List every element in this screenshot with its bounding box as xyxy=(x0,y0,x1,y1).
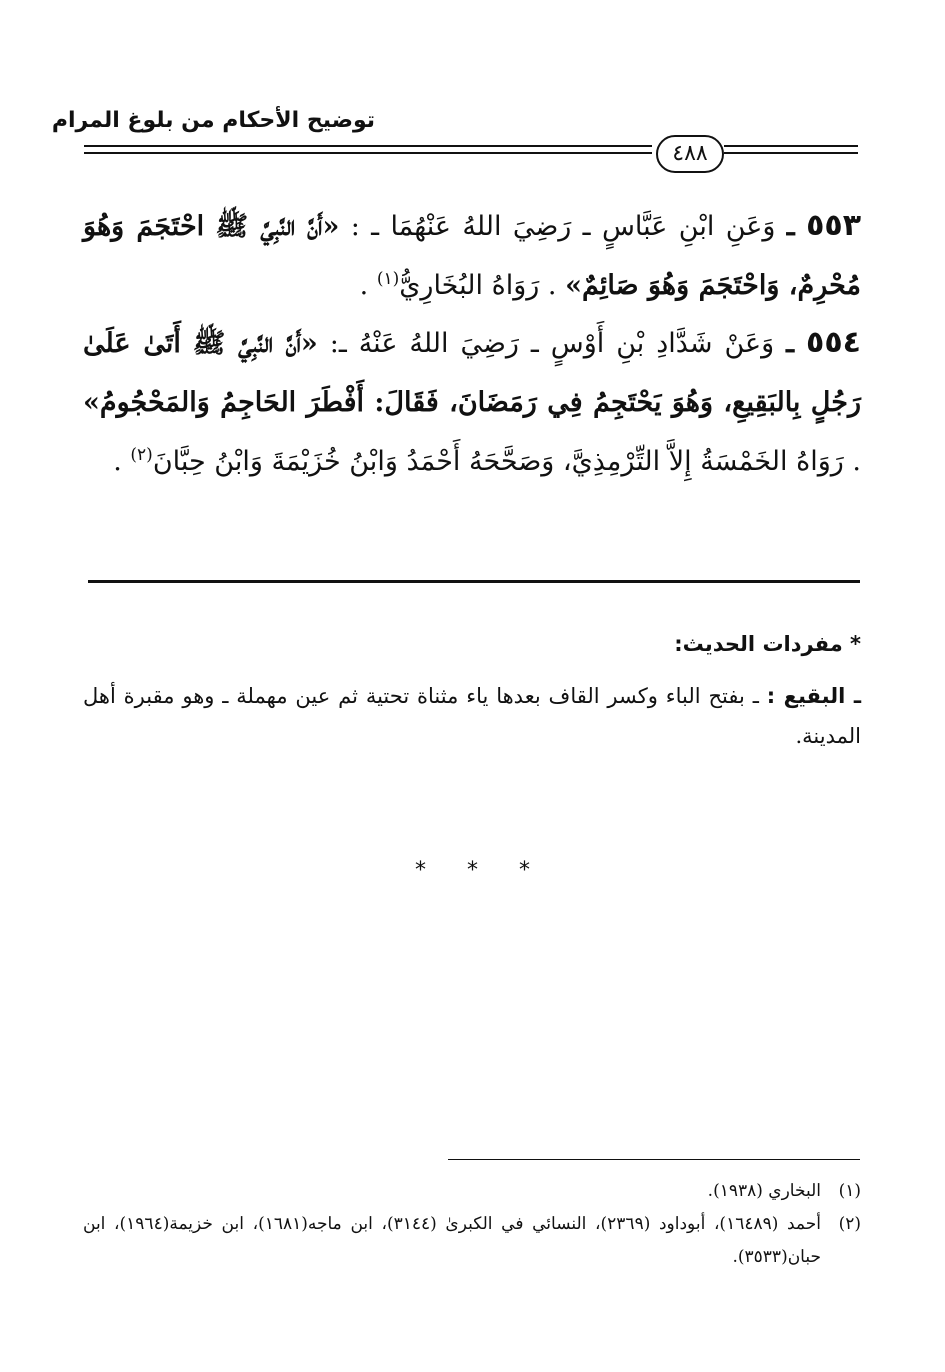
hadith-number: ٥٥٤ xyxy=(806,325,861,360)
hadith-554 xyxy=(83,313,861,491)
hadith-quote-open: «أَنَّ النَّبِيَّ ﷺ xyxy=(192,328,318,359)
footnote-text: أحمد (١٦٤٨٩)، أبوداود (٢٣٦٩)، النسائي في الكبرىٰ (٣١٤٤)، ابن ماجه(١٦٨١)، ابن خزيمة(١٩٦٤)، ابن حبان(٣٥٣٣). xyxy=(83,1214,821,1267)
section-divider xyxy=(88,580,860,583)
hadith-number-dash: ـ xyxy=(786,211,795,242)
footnote-ref: (٢) xyxy=(130,445,153,465)
vocab-term: ـ البقيع : xyxy=(766,684,861,708)
footnote-ref: (١) xyxy=(376,269,400,289)
hadith-source: . رَوَاهُ الخَمْسَةُ إِلاَّ التِّرْمِذِيَّ، وَصَحَّحَهُ أَحْمَدُ وَابْنُ خُزَيْمَةَ وَابْنُ حِبَّانَ xyxy=(152,446,861,477)
hadith-source: . رَوَاهُ البُخَارِيُّ xyxy=(399,270,557,301)
vocab-definition: ـ بفتح الباء وكسر القاف بعدها ياء مثناة تحتية ثم عين مهملة ـ وهو مقبرة أهل المدينة. xyxy=(83,684,861,748)
page-number: ٤٨٨ xyxy=(656,135,724,173)
running-header-title: توضيح الأحكام من بلوغ المرام xyxy=(51,108,375,133)
hadith-matn: احْتَجَمَ وَهُوَ مُحْرِمٌ، وَاحْتَجَمَ وَهُوَ صَائِمٌ» xyxy=(83,211,861,301)
hadith-matn: أَتَىٰ عَلَىٰ رَجُلٍ بِالبَقِيعِ، وَهُوَ يَحْتَجِمُ فِي رَمَضَانَ، فَقَالَ: أَفْطَرَ الحَاجِمُ وَالمَحْجُومُ» xyxy=(83,328,861,418)
footnote-rule xyxy=(448,1159,860,1160)
hadith-553 xyxy=(83,196,861,315)
footnotes xyxy=(83,1175,861,1274)
hadith-end: . xyxy=(113,446,122,477)
header-rule-top-left xyxy=(84,145,652,147)
header-rule-bottom-right xyxy=(724,152,858,154)
separator-star: * xyxy=(415,858,426,883)
hadith-end: . xyxy=(359,270,369,301)
footnote-number: (٢) xyxy=(838,1214,861,1234)
footnote-item xyxy=(83,1208,861,1274)
separator-star: * xyxy=(519,858,530,883)
hadith-quote-open: «أَنَّ النَّبِيَّ ﷺ xyxy=(215,211,340,242)
section-separator-stars xyxy=(0,858,945,883)
footnote-number: (١) xyxy=(838,1181,861,1201)
hadith-narrator: وَعَنْ شَدَّادِ بْنِ أَوْسٍ ـ رَضِيَ اللهُ عَنْهُ ـ: xyxy=(329,328,775,359)
hadith-number-dash: ـ xyxy=(786,328,795,359)
footnote-text: البخاري (١٩٣٨). xyxy=(707,1181,821,1201)
header-rule-bottom-left xyxy=(84,152,652,154)
hadith-number: ٥٥٣ xyxy=(806,208,862,243)
separator-star: * xyxy=(467,858,478,883)
header-rule-top-right xyxy=(724,145,858,147)
footnote-item xyxy=(83,1175,861,1208)
vocab-heading: * مفردات الحديث: xyxy=(674,632,861,656)
hadith-narrator: وَعَنِ ابْنِ عَبَّاسٍ ـ رَضِيَ اللهُ عَنْهُمَا ـ : xyxy=(350,211,776,242)
vocab-entry xyxy=(83,676,861,756)
